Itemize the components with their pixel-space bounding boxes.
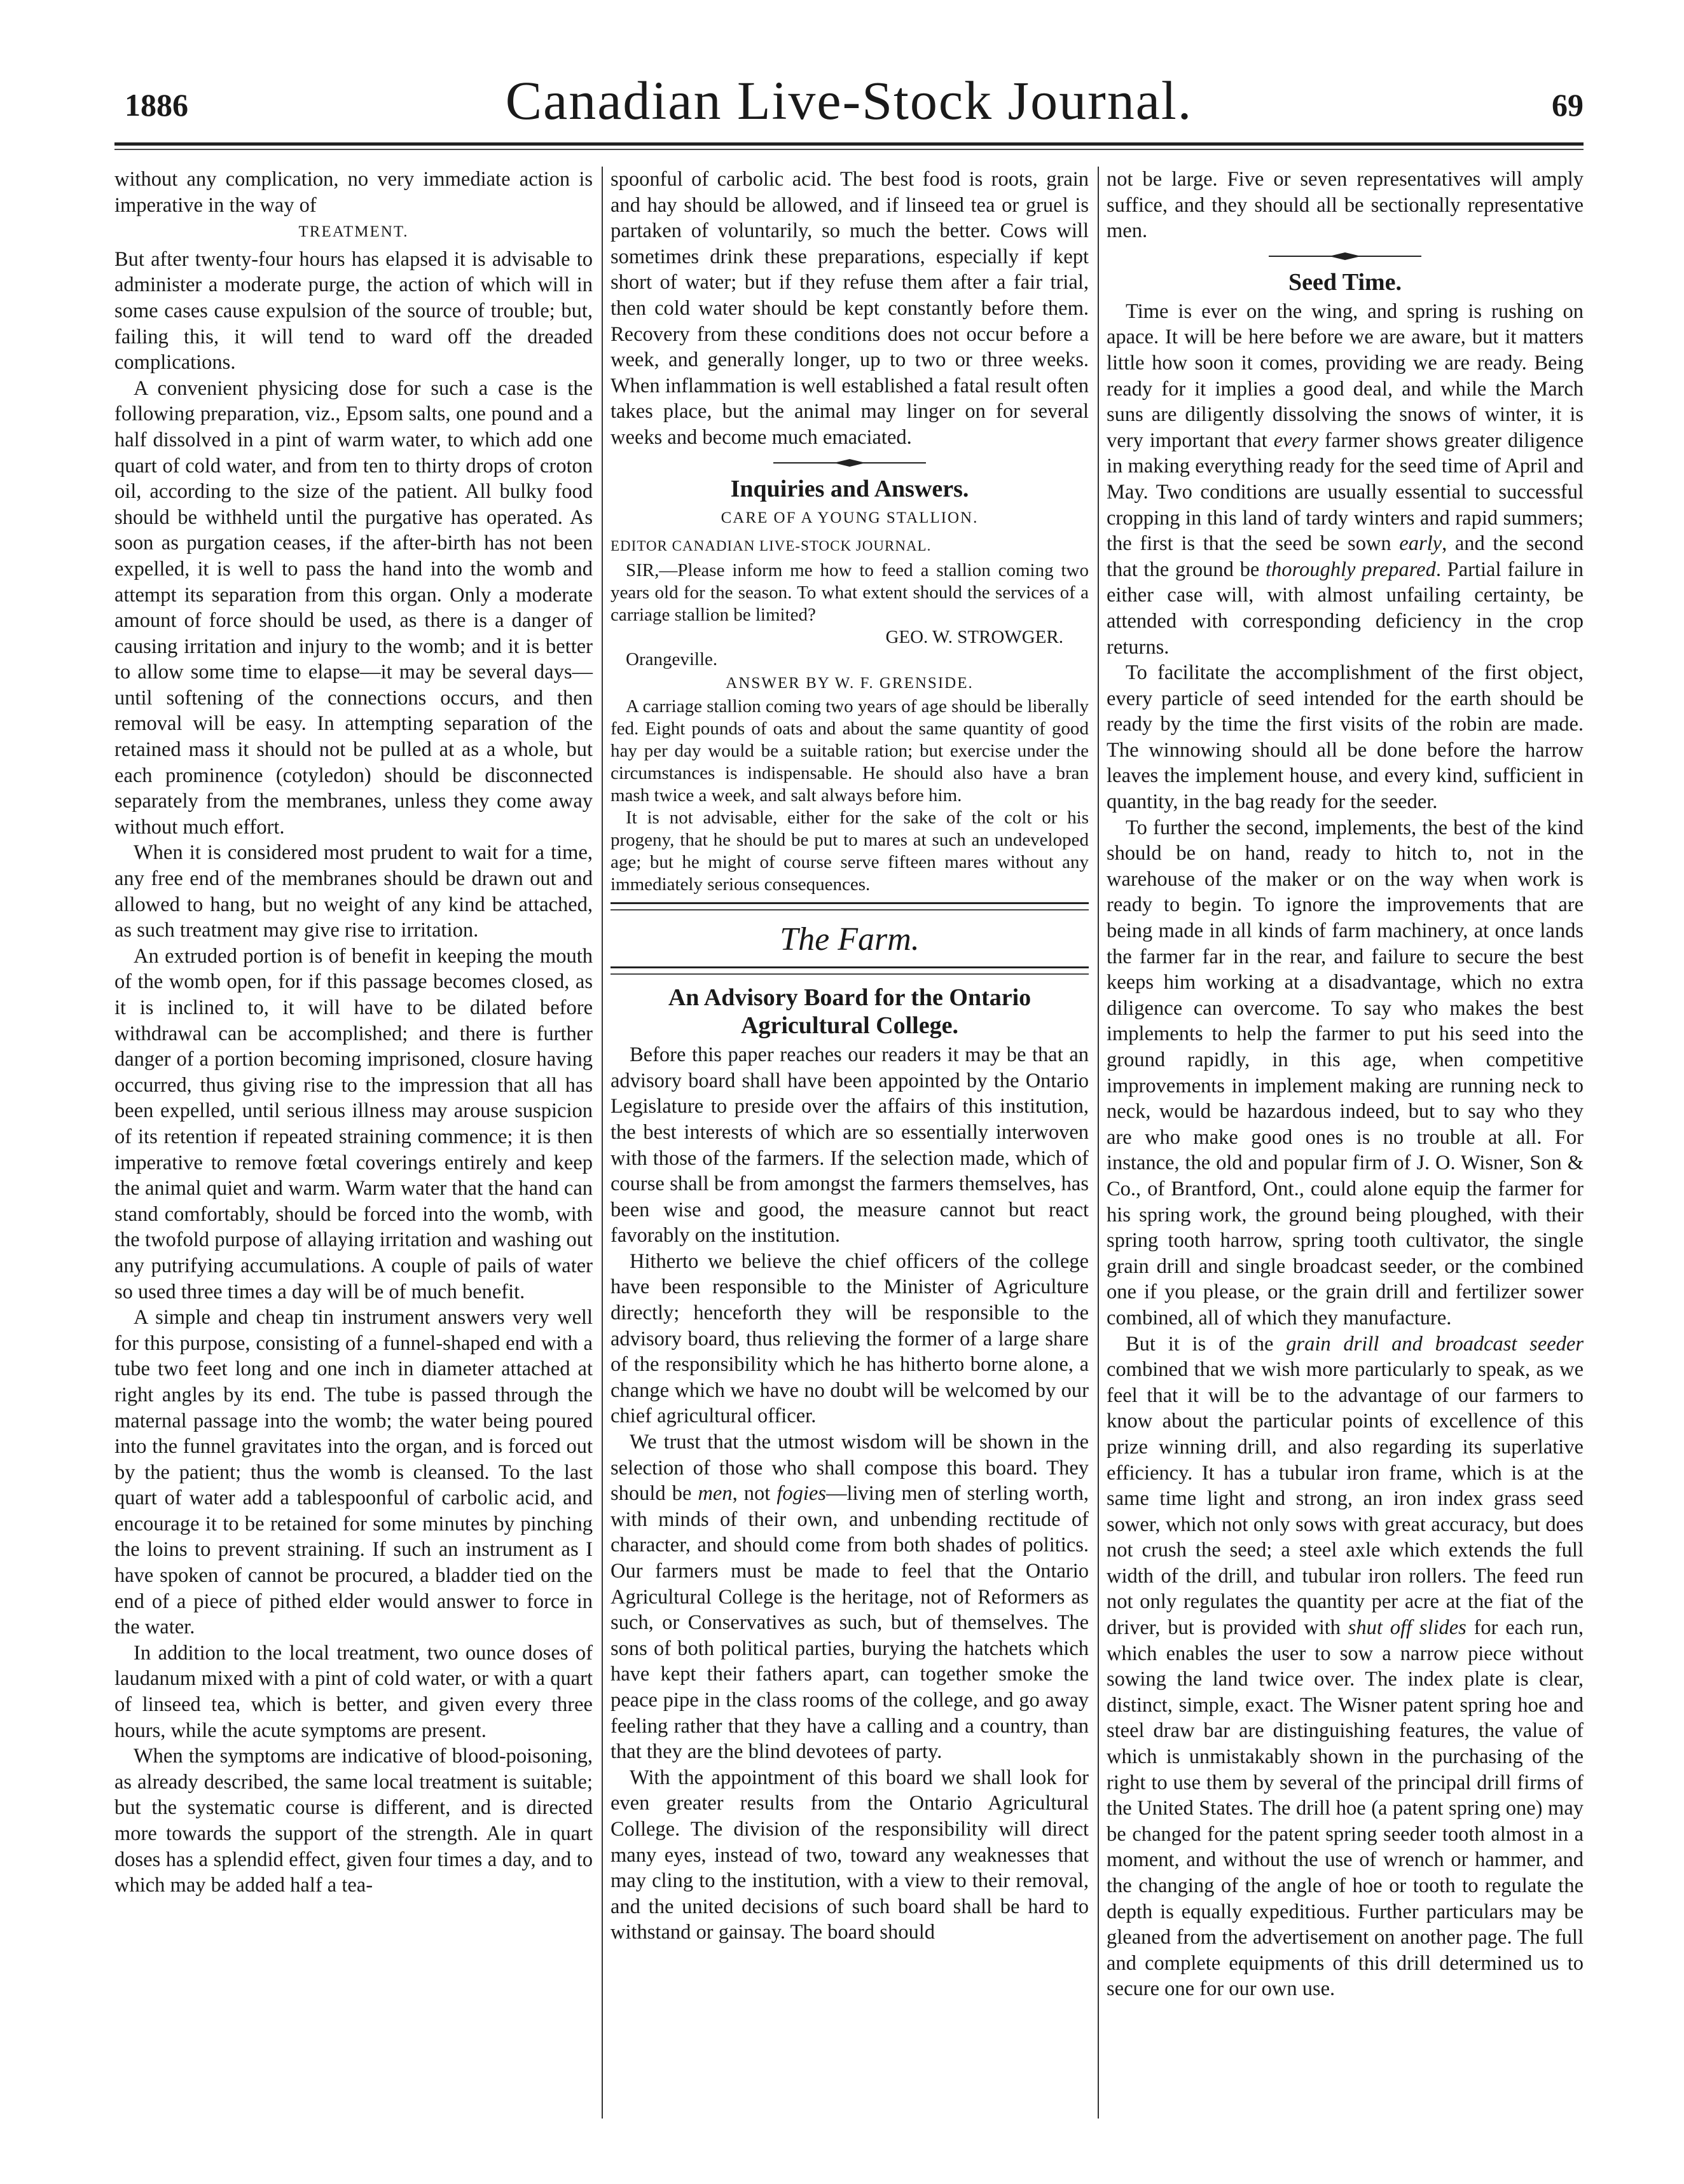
inquiry-subheading: CARE OF A YOUNG STALLION. xyxy=(721,509,979,526)
answer-heading: ANSWER BY W. F. GRENSIDE. xyxy=(726,675,974,692)
paragraph: In addition to the local treatment, two ounce doses of laudanum mixed with a pint of cold water, or with a quart of linseed tea, which is better, and given every three hours, while the acute symptoms are present. xyxy=(114,1641,593,1742)
section-title-the-farm: The Farm. xyxy=(780,921,920,958)
column-divider xyxy=(602,167,603,2119)
text-run: Time is ever on the wing, and spring is rushing on apace. It will be here before we are aware, but it matters little how soon it comes, providing we are ready. Being ready for it implies a good deal, and while the March suns are diligently dissolving the snows of winter, it is very important that xyxy=(1107,299,1584,452)
emphasis: grain drill and broadcast seeder xyxy=(1286,1332,1584,1356)
text-run: . Partial failure in either case will, with almost unfailing certainty, be attended with corresponding deficiency in the crop returns. xyxy=(1107,558,1584,659)
paragraph: But after twenty-four hours has elapsed it is advisable to administer a moderate purge, the action of which will in some cases cause expulsion of the source of trouble; but, failing this, it will tend to ward off the dreaded complications. xyxy=(114,247,593,374)
emphasis: shut off slides xyxy=(1348,1616,1467,1640)
masthead-title: Canadian Live-Stock Journal. xyxy=(505,70,1193,131)
masthead-rule-thin xyxy=(114,149,1584,150)
answer-paragraph: It is not advisable, either for the sake of the colt or his progeny, that he should be put to mares at such an undeveloped age; but he might of course serve fifteen mares without any immediately serious consequences. xyxy=(611,807,1089,895)
column-1 xyxy=(114,167,593,1899)
paragraph: To facilitate the accomplishment of the first object, every particle of seed intended for the earth should be ready by the time the first visits of the robin are made. The winnowing should all be done before the harrow leaves the implement house, and every kind, sufficient in quantity, in the bag ready for the seeder. xyxy=(1107,661,1584,814)
section-rule xyxy=(611,902,1089,910)
text-run: for each run, which enables the user to sow a narrow piece without sowing the land twice over. The index plate is clear, distinct, simple, exact. The Wisner patent spring hoe and steel draw bar are distinguishing features, the value of which is unmistakably shown in the purchasing of the right to use them by several of the principal drill firms of the United States. The drill hoe (a patent spring one) may be changed for the patent spring seeder tooth almost in a moment, and without the use of wrench or hammer, and the changing of the angle of hoe or tooth to regulate the depth is equally expeditious. Further particulars may be gleaned from the advertisement on another page. The full and complete equipments of this drill determined us to secure one for our own use. xyxy=(1107,1616,1584,2001)
letter-text: SIR,—Please inform me how to feed a stallion coming two years old for the season. To what extent should the services of a carriage stallion be limited? xyxy=(611,560,1089,626)
paragraph: Hitherto we believe the chief officers of the college have been responsible to the Minister of Agriculture directly; henceforth they will be responsible to the advisory board, thus relieving the former of a large share of the responsibility which he has hitherto borne alone, a change which we have no doubt will be welcomed by our chief agricultural officer. xyxy=(611,1249,1089,1428)
heading-treatment: TREATMENT. xyxy=(298,223,409,241)
heading-inquiries-answers: Inquiries and Answers. xyxy=(730,475,969,502)
editor-line: EDITOR CANADIAN LIVE-STOCK JOURNAL. xyxy=(611,538,932,554)
paragraph: When it is considered most prudent to wait for a time, any free end of the membranes should be drawn out and allowed to hang, but no weight of any kind be attached, as such treatment may give rise to irritation. xyxy=(114,841,593,942)
paragraph: not be large. Five or seven representatives will amply suffice, and they should all be sectionally representative men. xyxy=(1107,168,1584,243)
paragraph: A convenient physicing dose for such a case is the following preparation, viz., Epsom salts, one pound and a half dissolved in a pint of warm water, to which add one quart of cold water, and from ten to thirty drops of croton oil, according to the size of the patient. All bulky food should be withheld until the purgative has operated. As soon as purgation ceases, if the after-birth has not been expelled, it is well to pass the hand into the womb and attempt its separation from this organ. Only a moderate amount of force should be used, as there is a danger of causing irritation and injury to the womb; and it is better to allow some time to elapse—it may be several days—until softening of the connections occurs, and then removal will be easy. In attempting separation of the retained mass it should not be pulled at as a whole, but each prominence (cotyledon) should be disconnected separately from the membranes, unless they come away without much effort. xyxy=(114,376,593,839)
masthead-year: 1886 xyxy=(125,87,188,123)
paragraph xyxy=(1107,299,1584,660)
text-run: We trust that the utmost wisdom will be shown in the selection of those who shall compose this board. They should be xyxy=(611,1431,1089,1506)
paragraph: spoonful of carbolic acid. The best food is roots, grain and hay should be allowed, and if linseed tea or gruel is partaken of voluntarily, so much the better. Cows will sometimes drink these preparations, especially if kept short of water; but if they refuse them after a fair trial, then cold water should be kept constantly before them. Recovery from these conditions does not occur before a week, and generally longer, up to two or three weeks. When inflammation is well established a fatal result often takes place, but the animal may linger on for several weeks and become much emaciated. xyxy=(611,168,1089,449)
paragraph xyxy=(611,1429,1089,1765)
heading-seed-time: Seed Time. xyxy=(1288,268,1402,296)
emphasis: early xyxy=(1399,532,1442,556)
paragraph: without any complication, no very immediate action is imperative in the way of xyxy=(114,168,593,217)
column-2 xyxy=(611,167,1089,1946)
masthead-rule xyxy=(114,142,1584,146)
paragraph: When the symptoms are indicative of blood-poisoning, as already described, the same local treatment is suitable; but the systematic course is different, and is directed more towards the support of the strength. Ale in quart doses has a splendid effect, given four times a day, and to which may be added half a tea- xyxy=(114,1745,593,1897)
emphasis: men xyxy=(698,1482,733,1506)
letter-place: Orangeville. xyxy=(626,649,718,670)
text-run: —living men of sterling worth, with minds of their own, and unbending rectitude of character, and should come from both shades of politics. Our farmers must be made to feel that the Ontario Agricultural College is the heritage, not of Reformers as such, or Conservatives as such, but of themselves. The sons of both political parties, burying the hatchets which have kept their fathers apart, can together smoke the peace pipe in the class rooms of the college, and go away feeling rather that they have a calling and a country, than that they are the blind devotees of party. xyxy=(611,1482,1089,1764)
column-3 xyxy=(1107,167,1584,2002)
ornament-divider xyxy=(773,458,926,467)
column-divider xyxy=(1098,167,1099,2119)
text-run: , not xyxy=(732,1482,777,1506)
ornament-divider xyxy=(1269,252,1421,261)
masthead xyxy=(114,69,1584,139)
paragraph: Before this paper reaches our readers it may be that an advisory board shall have been appointed by the Ontario Legislature to preside over the affairs of this institution, the best interests of which are so essentially interwoven with those of the farmers. If the selection made, which of course shall be from amongst the farmers themselves, has been wise and good, the measure cannot but react favorably on the institution. xyxy=(611,1043,1089,1247)
paragraph: With the appointment of this board we shall look for even greater results from the Ontario Agricultural College. The division of the responsibility will direct many eyes, instead of two, toward any weaknesses that may cling to the institution, with a view to their removal, and the united decisions of such board shall be hard to withstand or gainsay. The board should xyxy=(611,1766,1089,1944)
text-run: , and the second that the ground be xyxy=(1107,532,1584,581)
emphasis: fogies xyxy=(776,1482,826,1506)
answer-paragraph: A carriage stallion coming two years of age should be liberally fed. Eight pounds of oats and about the same quantity of good hay per day would be a suitable ration; but exercise under the circumstances is indispensable. He should also have a bran mash twice a week, and salt always before him. xyxy=(611,696,1089,806)
emphasis: every xyxy=(1273,429,1319,452)
paragraph: To further the second, implements, the best of the kind should be on hand, ready to hitch to, not in the warehouse of the maker or on the way when work is ready to begin. To ignore the improvements that are being made in all kinds of farm machinery, at once lands the farmer far in the rear, and failure to secure the best keeps him working at a disadvantage, which no extra diligence can overcome. To say who makes the best implements to help the farmer to put his seed into the ground rapidly, in this age, when competitive improvements in implement making are running neck to neck, would be hazardous indeed, but to say who they are who make good ones is no trouble at all. For instance, the old and popular firm of J. O. Wisner, Son & Co., of Brantford, Ont., could alone equip the farmer for his spring work, the ground being ploughed, with their spring tooth harrow, spring tooth cultivator, the single grain drill and single broadcast seeder, or the combined one if you please, or the grain drill and fertilizer sower combined, all of which they manufacture. xyxy=(1107,816,1584,1329)
letter-block xyxy=(611,535,1089,896)
paragraph: An extruded portion is of benefit in keeping the mouth of the womb open, for if this passage becomes closed, as it is inclined to, it will have to be dilated before withdrawal can be accomplished; and there is further danger of a portion becoming imprisoned, closure having occurred, thus giving rise to the impression that all has been expelled, until serious illness may arouse suspicion of its retention if repeated straining commence; it is then imperative to remove fœtal coverings entirely and keep the animal quiet and warm. Warm water that the hand can stand comfortably, should be forced into the womb, with the twofold purpose of allaying irritation and washing out any putrifying accumulations. A couple of pails of water so used three times a day will be of much benefit. xyxy=(114,944,593,1303)
emphasis: thoroughly prepared xyxy=(1265,558,1436,581)
article-title-advisory-board: An Advisory Board for the Ontario Agricultural College. xyxy=(668,984,1032,1040)
paragraph: A simple and cheap tin instrument answers very well for this purpose, consisting of a funnel-shaped end with a tube two feet long and one inch in diameter attached at right angles by its end. The tube is passed through the maternal passage into the womb; the water being poured into the funnel gravitates into the organ, and is forced out by the patient; thus the womb is cleansed. To the last quart of water add a tablespoonful of carbolic acid, and encourage it to be retained for some minutes by pinching the loins to prevent straining. If such an instrument as I have spoken of cannot be procured, a bladder tied on the end of a piece of pithed elder would answer to force in the water. xyxy=(114,1306,593,1639)
text-run: combined that we wish more particularly to speak, as we feel that it will be to the advantage of our farmers to know about the particular points of excellence of this prize winning drill, and also regarding its superlative efficiency. It has a tubular iron frame, which is at the same time light and strong, an iron index grass seed sower, which not only sows with great accuracy, but does not crush the seed; a steel axle which extends the full width of the drill, and tubular iron rollers. The feed run not only regulates the quantity per acre at the fiat of the driver, but is provided with xyxy=(1107,1358,1584,1640)
letter-signature: GEO. W. STROWGER. xyxy=(885,627,1063,648)
section-rule xyxy=(611,966,1089,975)
paragraph xyxy=(1107,1331,1584,2002)
text-run: farmer shows greater diligence in making everything ready for the seed time of April and May. Two conditions are usually essential to successful cropping in this land of tardy winters and rapid summers; the first is that the seed be sown xyxy=(1107,429,1584,556)
page-number: 69 xyxy=(1552,87,1584,123)
text-run: But it is of the xyxy=(1126,1332,1287,1356)
